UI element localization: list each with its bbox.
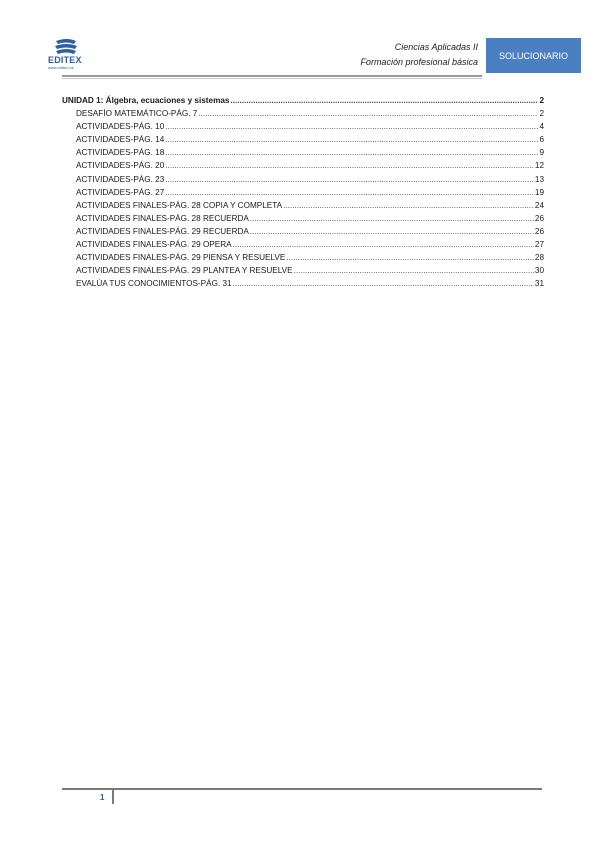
toc-entry-title: ACTIVIDADES-PÁG. 27 [76, 187, 165, 197]
toc-page-number: 26 [534, 226, 544, 236]
toc-leader-dots [233, 238, 534, 251]
solucionario-badge: SOLUCIONARIO [486, 38, 581, 73]
subject-title: Ciencias Aplicadas II [394, 42, 478, 52]
toc-entry[interactable] [62, 225, 544, 238]
toc-page-number: 2 [539, 96, 544, 105]
toc-leader-dots [198, 107, 538, 120]
toc-entry-title: ACTIVIDADES-PÁG. 14 [76, 135, 165, 145]
toc-entry[interactable] [62, 107, 544, 120]
toc-entry-title: ACTIVIDADES-PÁG. 20 [76, 161, 165, 171]
toc-entry-title: ACTIVIDADES FINALES-PÁG. 29 RECUERDA [76, 226, 249, 236]
toc-leader-dots [250, 225, 534, 238]
toc-page-number: 28 [534, 253, 544, 263]
toc-entry[interactable] [62, 277, 544, 290]
toc-entry[interactable] [62, 120, 544, 133]
page-number: 1 [100, 793, 105, 802]
toc-page-number: 9 [539, 148, 544, 158]
toc-leader-dots [283, 199, 534, 212]
toc-page-number: 12 [534, 161, 544, 171]
toc-page-number: 26 [534, 213, 544, 223]
toc-page-number: 27 [534, 240, 544, 250]
toc-entry[interactable] [62, 238, 544, 251]
footer-page-separator [112, 788, 114, 804]
toc-leader-dots [233, 277, 534, 290]
toc-leader-dots [286, 251, 534, 264]
toc-page-number: 30 [534, 266, 544, 276]
toc-entry[interactable] [62, 251, 544, 264]
toc-unit-subtitle: : Álgebra, ecuaciones y sistemas [100, 96, 230, 105]
toc-leader-dots [294, 264, 534, 277]
toc-unit-entry[interactable] [62, 94, 544, 107]
toc-leader-dots [165, 159, 534, 172]
toc-page-number: 24 [534, 200, 544, 210]
toc-entry-title: ACTIVIDADES FINALES-PÁG. 29 PIENSA Y RESUELVE [76, 253, 286, 263]
toc-entry[interactable] [62, 133, 544, 146]
header-divider [62, 75, 482, 77]
toc-entry-title: DESAFÍO MATEMÁTICO-PÁG. 7 [76, 109, 198, 119]
toc-page-number: 6 [539, 135, 544, 145]
toc-leader-dots [165, 186, 534, 199]
toc-page-number: 4 [539, 122, 544, 132]
toc-unit-title [62, 94, 229, 107]
toc-entry[interactable] [62, 186, 544, 199]
toc-entry-title: ACTIVIDADES-PÁG. 23 [76, 174, 165, 184]
course-title: Formación profesional básica [360, 57, 478, 67]
toc-entry-title: ACTIVIDADES FINALES-PÁG. 29 OPERA [76, 240, 232, 250]
table-of-contents [62, 94, 544, 290]
toc-entry[interactable] [62, 199, 544, 212]
toc-page-number: 31 [534, 279, 544, 289]
page-header [0, 0, 599, 80]
toc-leader-dots [165, 146, 538, 159]
footer-divider [62, 788, 542, 790]
toc-entry-title: ACTIVIDADES-PÁG. 10 [76, 122, 165, 132]
toc-entry[interactable] [62, 264, 544, 277]
logo-wordmark: EDITEX [48, 55, 82, 65]
toc-page-number: 13 [534, 174, 544, 184]
toc-entry[interactable] [62, 212, 544, 225]
toc-leader-dots [165, 120, 538, 133]
toc-entry[interactable] [62, 159, 544, 172]
logo-url: www.editex.es [48, 65, 74, 70]
toc-entry-title: ACTIVIDADES FINALES-PÁG. 29 PLANTEA Y RESUELVE [76, 266, 293, 276]
toc-entry-title: ACTIVIDADES FINALES-PÁG. 28 COPIA Y COMPLETA [76, 200, 283, 210]
toc-leader-dots [250, 212, 534, 225]
toc-leader-dots [165, 173, 534, 186]
toc-entry[interactable] [62, 146, 544, 159]
toc-leader-dots [165, 133, 538, 146]
toc-entry-title: ACTIVIDADES FINALES-PÁG. 28 RECUERDA [76, 213, 249, 223]
toc-entry[interactable] [62, 173, 544, 186]
toc-entry-title: ACTIVIDADES-PÁG. 18 [76, 148, 165, 158]
toc-page-number: 19 [534, 187, 544, 197]
toc-leader-dots [230, 94, 538, 107]
toc-unit-label: UNIDAD 1 [62, 96, 101, 105]
header-divider-thin [62, 78, 482, 79]
toc-page-number: 2 [539, 109, 544, 119]
toc-entry-title: EVALÚA TUS CONOCIMIENTOS-PÁG. 31 [76, 279, 232, 289]
